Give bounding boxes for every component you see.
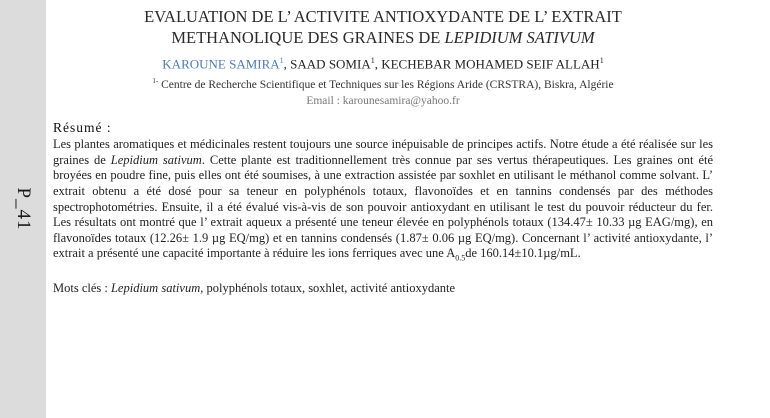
abstract-heading: Résumé : [53,120,112,136]
author-list: KAROUNE SAMIRA$^1$, SAAD SOMIA$^1$, KECHEBAR MOHAMED SEIF ALLAH$^1$ [162,56,604,72]
title-line-1: EVALUATION DE L’ ACTIVITE ANTIOXYDANTE DE L’ EXTRAIT [144,7,622,26]
abstract-page [53,0,713,296]
side-bar [0,0,46,418]
author-first: KAROUNE SAMIRA [162,56,280,72]
species-name: Lepidium sativum [110,152,202,167]
poster-code: P_41 [13,187,34,231]
author-second: , SAAD SOMIA [283,56,371,72]
abstract-body: Les plantes aromatiques et médicinales restent toujours une source inépuisable de principes actifs. Notre étude a été réalisée sur les graines de Lepidium sativum. Cette plante est traditionnellement très connue par ses vertus thérapeutiques. Les graines ont été broyées en poudre fine, puis elles ont été soumises, à une extraction assistée par soxhlet en utilisant le méthanol comme solvant. L’ extrait obtenu a été dosé pour sa teneur en polyphénols totaux, flavonoïdes et en tannins condensés par des méthodes spectrophotométries. Ensuite, il a été évalué vis-à-vis de son pouvoir antioxydant en utilisant le test du pouvoir réducteur du fer. Les résultats ont montré que l’ extrait aqueux a présenté une teneur élevée en polyphénols totaux (134.47± 10.33 µg EAG/mg), en flavonoïdes totaux (12.26± 1.9 µg EQ/mg) et en tannins condensés (1.87± 0.06 µg EQ/mg). Concernant l’ activité antioxydante, l’ extrait a présenté une capacité importante à réduire les ions ferriques avec une $A_{0.5}de$ 160.14±10.1µg/mL. [53,137,714,263]
paper-title [53,6,713,48]
keywords-line: Mots clés : Lepidium sativum, polyphénols totaux, soxhlet, activité antioxydante [53,281,456,296]
author-third: , KECHEBAR MOHAMED SEIF ALLAH [374,56,600,72]
contact-email: Email : karounesamira@yahoo.fr [306,95,460,108]
affiliation: $^{1-}$ Centre de Recherche Scientifique et Techniques sur les Régions Aride (CRSTRA), Biskra, Algérie [152,77,614,92]
title-line-2: METHANOLIQUE DES GRAINES DE LEPIDIUM SATIVUM [171,28,595,47]
title-species: LEPIDIUM SATIVUM [444,28,595,47]
